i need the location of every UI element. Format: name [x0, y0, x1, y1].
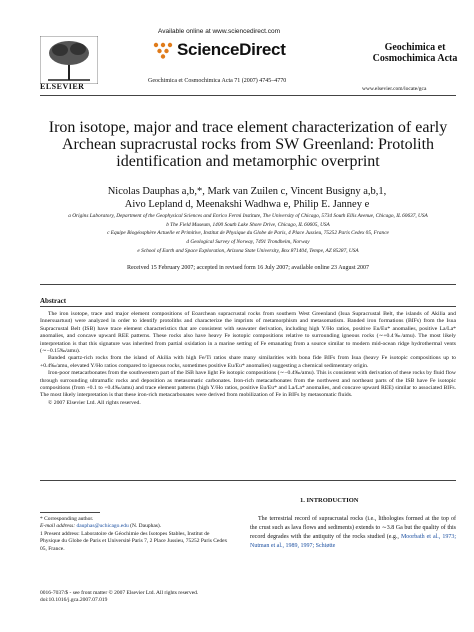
journal-citation: Geochimica et Cosmochimica Acta 71 (2007) 4745–4770 [148, 78, 287, 84]
article-title: Iron isotope, major and trace element characterization of early Archean supracrustal rocks from SW Greenland: Protolith identification and metamorphic overprint [48, 119, 448, 170]
footnotes [40, 516, 230, 553]
available-online-text: Available online at www.sciencedirect.com [158, 28, 280, 35]
affiliations [40, 212, 456, 256]
issn-line: 0016-7037/$ - see front matter © 2007 Elsevier Ltd. All rights reserved. [40, 590, 199, 596]
corresponding-author-note: * Corresponding author. [40, 516, 94, 522]
copyright-notice: © 2007 Elsevier Ltd. All rights reserved. [48, 399, 141, 406]
elsevier-tree-logo [40, 36, 98, 84]
affiliation-e: e School of Earth and Space Exploration, Arizona State University, Box 871404, Tempe, AZ 85287, USA [137, 247, 359, 254]
header-divider [40, 95, 456, 96]
introduction-paragraph: The terrestrial record of supracrustal rocks (i.e., lithologies formed at the top of the crust such as lava flows and sediments) extends to ∼3.8 Ga but the quality of this record degrades with the antiquity of the rocks studied (e.g., [250, 516, 456, 540]
abstract-body [40, 311, 456, 407]
affiliation-b: b The Field Museum, 1400 South Lake Shore Drive, Chicago, IL 60605, USA [166, 221, 330, 228]
divider [40, 480, 456, 481]
divider [40, 284, 456, 285]
author-list [50, 185, 444, 211]
affiliation-c: c Equipe Biogéosphère Actuelle et Primitive, Institut de Physique du Globe de Paris, 4 Place Jussieu, 75252 Paris Cedex 05, France [107, 230, 389, 237]
footnote-divider [40, 512, 100, 513]
author-line-1: Nicolas Dauphas a,b,*, Mark van Zuilen c, Vincent Busigny a,b,1, [107, 186, 387, 197]
publisher-name: ELSEVIER [40, 82, 85, 91]
sciencedirect-icon [152, 41, 174, 59]
affiliation-a: a Origins Laboratory, Department of the Geophysical Sciences and Enrico Fermi Institute, The University of Chicago, 5734 South Ellis Avenue, Chicago, IL 60637, USA [68, 213, 428, 219]
email-note [40, 523, 230, 530]
doi-line[interactable]: doi:10.1016/j.gca.2007.07.019 [40, 597, 108, 603]
abstract-paragraph-1: The iron isotope, trace and major element compositions of Eoarchean supracrustal rocks from southern West Greenland (Isua Supracrustal Belt, the islands of Akilia and Innersuartuut) were analyzed in order to identify protoliths and characterize the imprints of metamorphism and metasomatism. Banded iron formations (BIFs) from the Isua Supracrustal Belt (ISB) have trace element characteristics that are consistent with seawater derivation, including high Y/Ho ratios, positive Eu/Eu* anomalies, positive La/La* anomalies, and concave upward REE patterns. These rocks also have heavy Fe isotopic compositions relative to surrounding igneous rocks (∼+0.4‰/amu). The most likely interpretation is that this signature was inherited from partial oxidation in a marine setting of Fe emanating from a source similar to modern mid-ocean ridge hydrothermal vents (∼−0.15‰/amu). [40, 311, 456, 355]
affiliation-d: d Geological Survey of Norway, 7491 Trondheim, Norway [186, 239, 310, 246]
abstract-heading: Abstract [40, 297, 67, 305]
sciencedirect-logo [152, 40, 286, 60]
front-matter [40, 590, 240, 604]
journal-url[interactable]: www.elsevier.com/locate/gca [362, 86, 427, 92]
journal-title: Geochimica et Cosmochimica Acta [372, 42, 458, 64]
introduction-text [250, 515, 456, 551]
sciencedirect-name: ScienceDirect [177, 40, 286, 59]
reference-links[interactable]: Moorbath et al., 1973; Nutman et al., 1989, 1997; Schiøtte [250, 534, 456, 549]
abstract-paragraph-2: Banded quartz-rich rocks from the island of Akilia with high Fe/Ti ratios share many similarities with bona fide BIFs from Isua (heavy Fe isotopic compositions up to +0.4‰/amu, elevated Y/Ho ratios compared to igneous rocks, sometimes positive Eu/Eu* anomalies) suggesting a chemical sedimentary origin. [40, 355, 456, 369]
present-address-note: 1 Present address: Laboratoire de Géochimie des Isotopes Stables, Institut de Physique du Globe de Paris et Université Paris 7, 2 Place Jussieu, 75252 Paris Cedex 05, France. [40, 530, 228, 552]
article-dates: Received 15 February 2007; accepted in revised form 16 July 2007; available online 23 August 2007 [126, 265, 370, 271]
email-suffix: (N. Dauphas). [130, 523, 162, 530]
divider [40, 306, 456, 307]
email-link[interactable]: dauphas@uchicago.edu [76, 523, 129, 530]
author-line-2: Aivo Lepland d, Meenakshi Wadhwa e, Philip E. Janney e [124, 199, 370, 210]
section-heading-introduction: 1. INTRODUCTION [300, 497, 359, 504]
abstract-paragraph-3: Iron-poor metacarbonates from the southwestern part of the ISB have light Fe isotopic compositions (∼−0.4‰/amu). This is consistent with derivation of these rocks by fluid flow through surrounding ultramafic rocks and deposition as metasomatic carbonates. Iron-rich metacarbonates from the northwest and northeast parts of the ISB have Fe isotopic compositions (from +0.1 to +0.4‰/amu) and trace element patterns (high Y/Ho ratios, positive Eu/Eu* and La/La* anomalies, and concave upward REE) similar to associated BIFs. The most likely interpretation is that these iron-rich metacarbonates were derived from mobilization of Fe in BIFs by metasomatic fluids. [40, 370, 456, 399]
email-label: E-mail address: [40, 523, 76, 530]
